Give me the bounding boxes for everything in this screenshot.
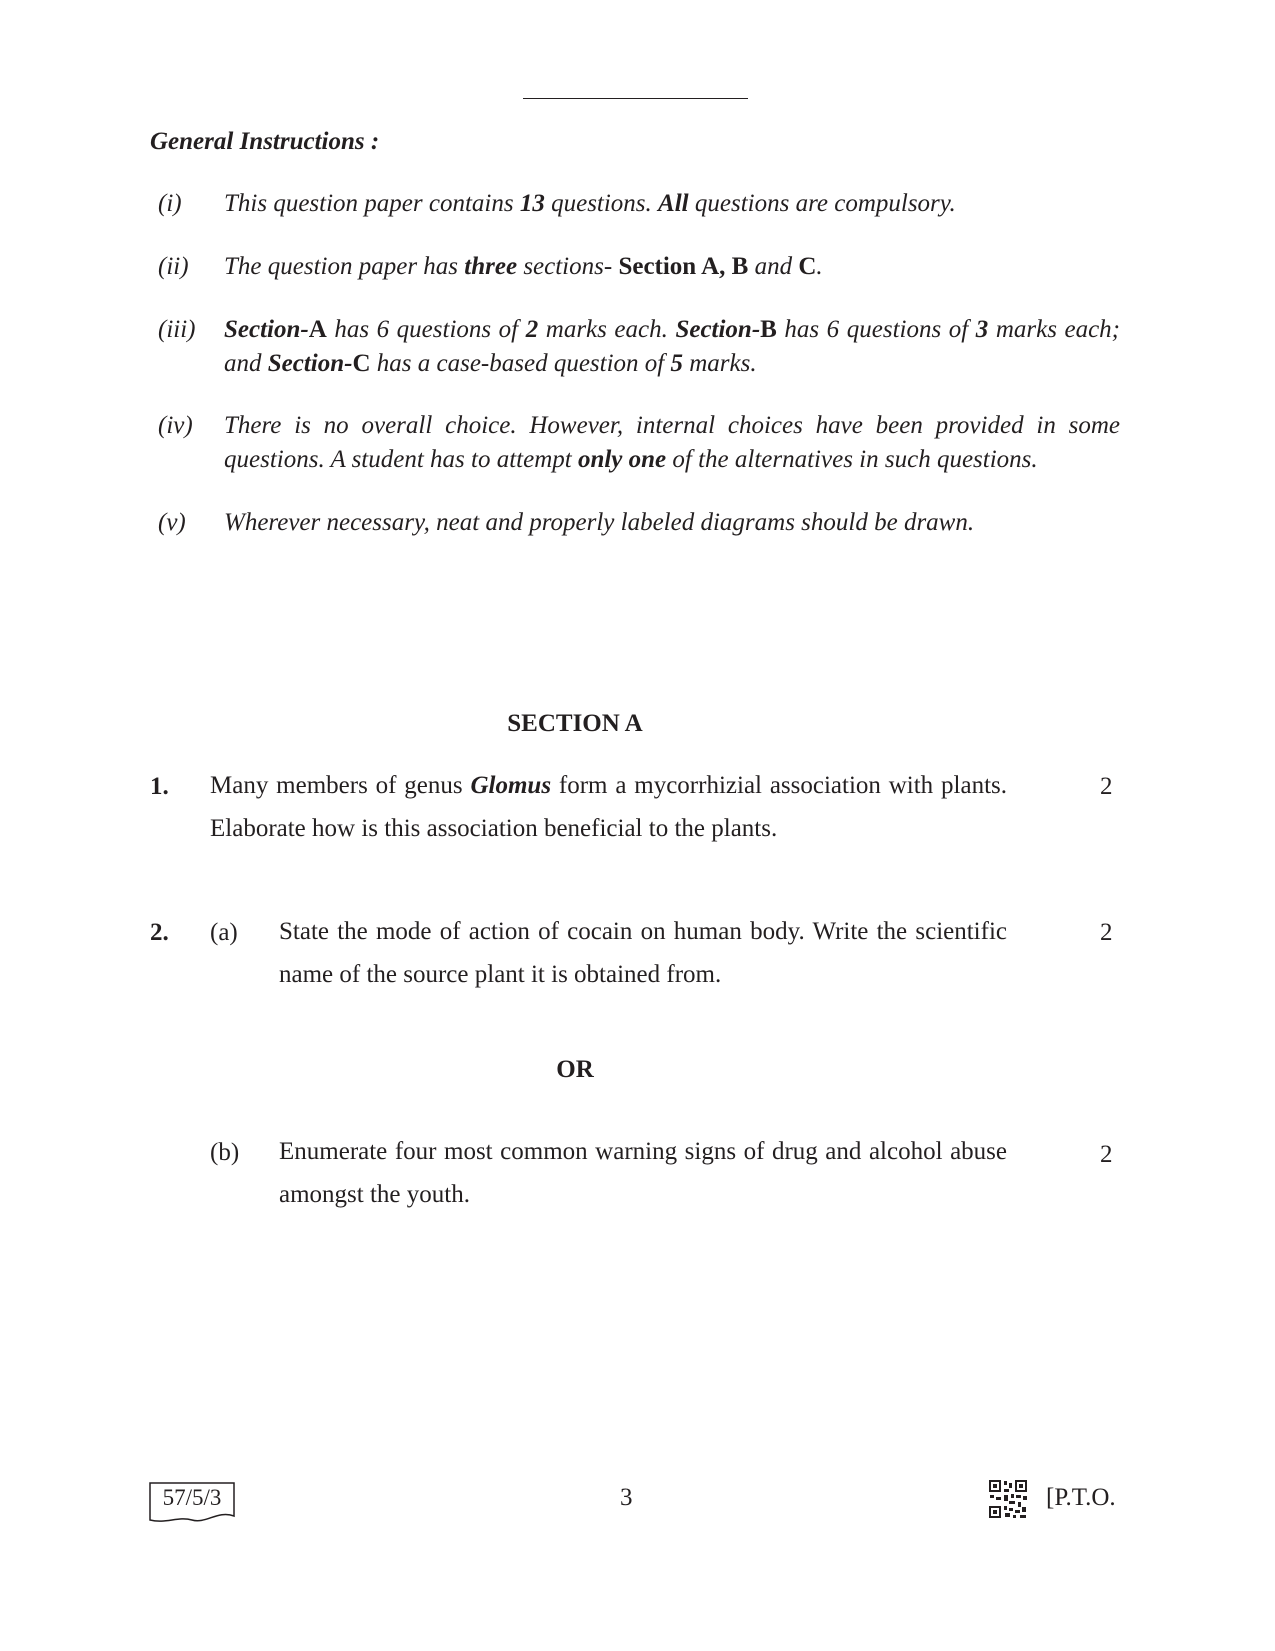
or-separator: OR (556, 1056, 594, 1083)
instruction-number: (iv) (158, 412, 193, 439)
qr-code-icon (989, 1480, 1027, 1518)
instruction-number: (ii) (158, 253, 189, 280)
instruction-text: This question paper contains 13 questions. All questions are compulsory. (224, 190, 956, 217)
instruction-text: There is no overall choice. However, internal choices have been provided in some questions. A student has to attempt only one of the alternatives in such questions. (224, 412, 1120, 473)
question-marks: 2 (1100, 919, 1113, 946)
paper-code: 57/5/3 (162, 1485, 222, 1510)
top-rule (523, 98, 748, 99)
instruction-text: The question paper has three sections- Section A, B and C. (224, 253, 823, 280)
page-number: 3 (620, 1484, 633, 1511)
sub-question-text: Enumerate four most common warning signs of drug and alcohol abuse amongst the youth. (279, 1138, 1007, 1208)
sub-question-label: (a) (210, 919, 238, 946)
instruction-text: Section-A has 6 questions of 2 marks each. Section-B has 6 questions of 3 marks each; and Section-C has a case-based question of 5 marks. (224, 316, 1121, 377)
genus-name: Glomus (470, 772, 552, 799)
question-number: 1. (150, 773, 169, 800)
sub-question-label: (b) (210, 1139, 240, 1166)
instruction-number: (i) (158, 190, 182, 217)
general-instructions-heading: General Instructions : (150, 128, 380, 155)
question-marks: 2 (1100, 773, 1113, 800)
instruction-number: (v) (158, 509, 186, 536)
paper-code-badge (148, 1480, 236, 1522)
question-text: Many members of genus Glomus form a mycorrhizial association with plants. Elaborate how is this association beneficial to the plants. (210, 772, 1007, 842)
question-marks: 2 (1100, 1141, 1113, 1168)
please-turn-over: [P.T.O. (1046, 1484, 1116, 1511)
section-title: SECTION A (507, 710, 643, 737)
question-number: 2. (150, 919, 169, 946)
instruction-text: Wherever necessary, neat and properly labeled diagrams should be drawn. (224, 509, 975, 536)
sub-question-text: State the mode of action of cocain on human body. Write the scientific name of the source plant it is obtained from. (279, 918, 1007, 988)
instruction-number: (iii) (158, 316, 196, 343)
